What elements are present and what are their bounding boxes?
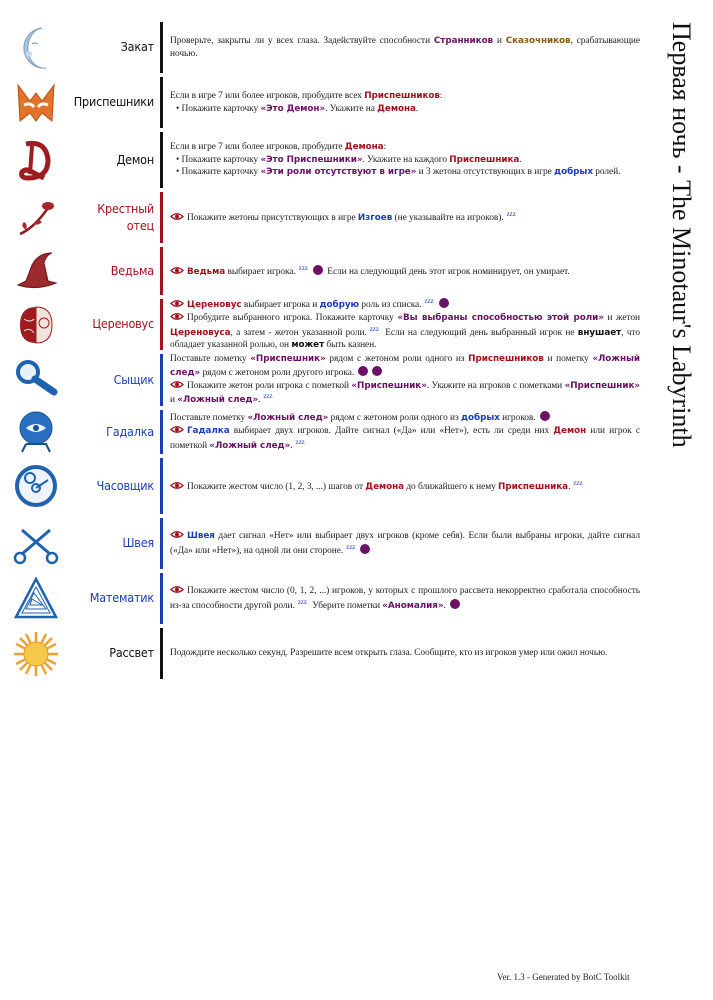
instruction-text: роль из списка. <box>359 299 422 310</box>
instruction-line <box>170 264 640 279</box>
instruction-text: . Укажите на <box>325 103 378 114</box>
sleep-icon: zzz <box>297 597 307 606</box>
instruction-text: выбирает игрока и <box>241 299 320 310</box>
keyword: «Это Демон» <box>260 103 326 114</box>
role-name: Крестный отец <box>97 200 154 233</box>
role-name: Рассвет <box>109 645 154 661</box>
keyword: «Ложный след» <box>170 353 640 378</box>
instruction-text: . <box>519 154 522 165</box>
eye-icon <box>170 380 184 389</box>
moon-icon <box>0 20 72 75</box>
instruction-text: Поставьте пометку <box>170 413 248 424</box>
minion-mask-icon <box>0 75 72 130</box>
keyword: добрых <box>460 413 500 424</box>
eye-icon <box>170 266 184 275</box>
magnifier-icon <box>0 352 72 408</box>
instruction-text: и пометку <box>543 353 593 364</box>
instruction-text: Если на следующий день выбранный игрок не <box>381 327 578 338</box>
sleep-icon: zzz <box>424 296 434 305</box>
row-mathematician <box>0 571 650 626</box>
instruction-line <box>170 380 640 408</box>
instruction-text: Проверьте, закрыты ли у всех глаза. Задействуйте способности <box>170 35 434 46</box>
instruction-line <box>170 210 640 225</box>
row-clockmaker <box>0 456 650 516</box>
reminder-dot <box>450 599 460 609</box>
keyword: Демона <box>344 141 384 152</box>
instruction-text: , а затем - жетон указанной роли. <box>230 327 367 338</box>
reminder-dot <box>540 411 550 421</box>
instruction-text: выбирает игрока. <box>225 266 296 277</box>
sleep-icon: zzz <box>346 542 356 551</box>
keyword: добрую <box>319 299 360 310</box>
instruction-text: Пробудите выбранного игрока. Покажите карточку <box>187 312 398 323</box>
eye-icon <box>170 299 184 308</box>
reminder-dot <box>313 265 323 275</box>
keyword: «Аномалия» <box>382 600 444 611</box>
crystal-ball-icon <box>0 408 72 456</box>
instruction-text: Если в игре 7 или более игроков, пробудите <box>170 141 345 152</box>
instruction-text: . <box>258 395 261 406</box>
instruction-text: . Укажите на каждого <box>362 154 450 165</box>
instruction-text: Покажите жетон роли игрока с пометкой <box>187 380 352 391</box>
row-fortune-teller <box>0 408 650 456</box>
row-dusk <box>0 20 650 75</box>
instruction-text: • Покажите карточку <box>176 103 261 114</box>
sleep-icon: zzz <box>506 210 516 219</box>
eye-icon <box>170 312 184 321</box>
demon-letter-icon <box>0 130 72 190</box>
role-name: Швея <box>122 535 154 551</box>
instruction-text: Подождите несколько секунд. Разрешите всем открыть глаза. Сообщите, кто из игроков умер или ожил ночью. <box>170 648 608 659</box>
keyword: может <box>291 340 325 351</box>
instruction-text: и 3 жетона отсутствующих в игре <box>416 167 555 178</box>
instruction-text: . <box>415 103 419 114</box>
witch-hat-icon <box>0 245 72 297</box>
instruction-text: до ближайшего к нему <box>404 481 499 492</box>
instruction-line <box>170 35 640 61</box>
instruction-text: • Покажите карточку <box>176 167 261 178</box>
keyword: Гадалка <box>187 426 230 437</box>
instruction-text: Уберите пометки <box>309 600 383 611</box>
page-title-text: Первая ночь - The Minotaur's Labyrinth <box>667 22 696 448</box>
instruction-line <box>170 141 640 154</box>
keyword: Демона <box>377 103 416 114</box>
row-witch <box>0 245 650 297</box>
instruction-text: : <box>439 90 443 101</box>
role-name: Часовщик <box>96 477 154 493</box>
instruction-text: или игрок с пометкой <box>170 426 640 451</box>
role-name: Цереновус <box>92 316 154 332</box>
instruction-text: , что обладает указанной ролью, он <box>170 327 640 351</box>
keyword: Демон <box>553 426 587 437</box>
instruction-line <box>170 297 640 312</box>
instruction-text: • Покажите карточку <box>176 154 261 165</box>
role-name: Приспешники <box>73 94 154 110</box>
keyword: Демона <box>365 481 405 492</box>
keyword: «Приспешник» <box>564 380 640 391</box>
keyword: «Это Приспешники» <box>260 154 363 165</box>
eye-icon <box>170 212 184 221</box>
role-name: Сыщик <box>113 371 154 387</box>
eye-icon <box>170 585 184 594</box>
row-minions <box>0 75 650 130</box>
triangle-icon <box>0 571 72 626</box>
role-instructions <box>163 190 650 245</box>
instruction-text: рядом с жетоном роли одного из <box>328 413 461 424</box>
role-instructions <box>163 626 650 681</box>
scissors-icon <box>0 516 72 571</box>
keyword: «Ложный след» <box>209 440 291 451</box>
row-cerenovus <box>0 297 650 352</box>
role-instructions <box>163 20 650 75</box>
role-instructions <box>163 75 650 130</box>
instruction-text: : <box>383 141 387 152</box>
keyword: Швея <box>187 530 215 541</box>
keyword: Ведьма <box>187 266 226 277</box>
role-name: Гадалка <box>106 423 154 439</box>
keyword: «Эти роли отсутствуют в игре» <box>260 167 417 178</box>
keyword: «Приспешник» <box>250 353 326 364</box>
instruction-text: Покажите жетоны присутствующих в игре <box>187 213 358 224</box>
keyword: Цереновус <box>187 299 242 310</box>
keyword: «Ложный след» <box>177 395 259 406</box>
night-order-list <box>0 20 650 681</box>
instruction-line <box>170 425 640 453</box>
keyword: Приспешников <box>468 353 544 364</box>
footer-version: Ver. 1.3 - Generated by BotC Toolkit <box>497 972 630 982</box>
row-seamstress <box>0 516 650 571</box>
eye-icon <box>170 530 184 539</box>
instruction-text: , срабатывающие ночью. <box>170 35 640 59</box>
keyword-travellers: Странников <box>433 35 494 46</box>
keyword: Цереновуса <box>170 327 231 338</box>
role-name: Ведьма <box>110 262 154 278</box>
instruction-text: и жетон <box>603 312 640 323</box>
instruction-text: . <box>568 481 571 492</box>
sleep-icon: zzz <box>263 392 273 401</box>
instruction-text: Если на следующий день этот игрок номинирует, он умирает. <box>327 266 570 277</box>
instruction-text: быть казнен. <box>324 340 377 351</box>
rose-icon <box>0 190 72 245</box>
instruction-text: рядом с жетоном роли другого игрока. <box>200 367 355 378</box>
keyword: Изгоев <box>357 213 393 224</box>
keyword: «Приспешник» <box>351 380 427 391</box>
keyword: добрых <box>554 167 593 178</box>
reminder-dot <box>439 298 449 308</box>
keyword: Приспешников <box>364 90 440 101</box>
instruction-text: Покажите жестом число (1, 2, 3, ...) шагов от <box>187 481 366 492</box>
reminder-dot <box>358 366 368 376</box>
instruction-line <box>170 154 640 167</box>
row-dawn <box>0 626 650 681</box>
instruction-line <box>170 353 640 380</box>
keyword: «Ложный след» <box>247 413 329 424</box>
instruction-text: Покажите жестом число (0, 1, 2, ...) игроков, у которых с прошлого рассвета некорректно сработала способность из-за способности другой роли. <box>170 585 640 611</box>
instruction-line <box>170 647 640 660</box>
keyword: Приспешника <box>449 154 520 165</box>
reminder-dot <box>372 366 382 376</box>
eye-icon <box>170 481 184 490</box>
role-instructions <box>163 352 650 408</box>
instruction-text: (не указывайте на игроков). <box>392 213 504 224</box>
instruction-text: выбирает двух игроков. Дайте сигнал («Да» или «Нет»), есть ли среди них <box>229 426 554 437</box>
brain-icon <box>0 297 72 352</box>
page-title <box>662 22 702 492</box>
instruction-line <box>170 90 640 103</box>
instruction-text: рядом с жетоном роли одного из <box>325 353 469 364</box>
instruction-line <box>170 411 640 425</box>
instruction-text: и <box>170 395 178 406</box>
keyword-fabled: Сказочников <box>505 35 571 46</box>
reminder-dot <box>360 544 370 554</box>
role-instructions <box>163 408 650 456</box>
role-instructions <box>163 245 650 297</box>
instruction-text: дает сигнал «Нет» или выбирает двух игроков (кроме себя). Если были выбраны игроки, дайте сигнал («Да» или «Нет»), на одной ли они стороне. <box>170 530 640 556</box>
role-instructions <box>163 516 650 571</box>
eye-icon <box>170 425 184 434</box>
row-investigator <box>0 352 650 408</box>
instruction-line <box>170 530 640 558</box>
role-instructions <box>163 297 650 352</box>
role-name: Математик <box>89 590 154 606</box>
keyword: внушает <box>577 327 622 338</box>
row-demon <box>0 130 650 190</box>
instruction-text: Если в игре 7 или более игроков, пробудите всех <box>170 90 365 101</box>
role-name: Закат <box>120 39 154 55</box>
role-instructions <box>163 130 650 190</box>
instruction-text: ролей. <box>592 167 621 178</box>
keyword: «Вы выбраны способностью этой роли» <box>397 312 604 323</box>
keyword: Приспешника <box>498 481 569 492</box>
instruction-text: . <box>290 440 293 451</box>
instruction-text: . Укажите на игроков с пометками <box>426 380 565 391</box>
role-name: Демон <box>116 151 154 167</box>
sun-icon <box>0 626 72 681</box>
instruction-text: . <box>443 600 446 611</box>
instruction-line <box>170 103 640 116</box>
instruction-line <box>170 479 640 494</box>
instruction-line <box>170 166 640 179</box>
instruction-line <box>170 312 640 353</box>
role-instructions <box>163 571 650 626</box>
instruction-line <box>170 585 640 613</box>
instruction-text: игроков. <box>499 413 536 424</box>
instruction-text: Поставьте пометку <box>170 353 251 364</box>
sleep-icon: zzz <box>298 263 308 272</box>
sleep-icon: zzz <box>573 478 583 487</box>
sleep-icon: zzz <box>295 437 305 446</box>
clock-icon <box>0 456 72 516</box>
sleep-icon: zzz <box>369 324 379 333</box>
role-instructions <box>163 456 650 516</box>
instruction-text: и <box>493 35 506 46</box>
row-godfather <box>0 190 650 245</box>
